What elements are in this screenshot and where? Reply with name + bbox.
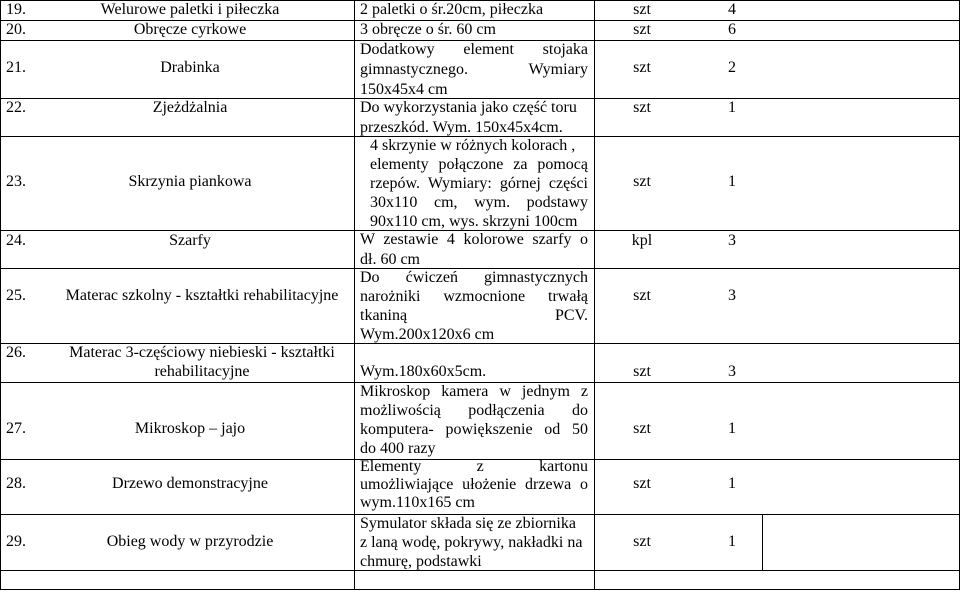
description-line: umożliwiające ułożenie drzewa o — [360, 476, 588, 493]
description-line: 150x45x4 cm — [360, 81, 448, 98]
item-name: Obieg wody w przyrodzie — [106, 533, 274, 550]
item-unit: szt — [633, 420, 651, 437]
item-description — [360, 136, 588, 231]
description-line: tkaniną PCV. — [360, 307, 588, 324]
item-quantity: 3 — [728, 232, 736, 249]
item-name: Zjeżdżalnia — [152, 99, 228, 116]
item-unit: kpl — [631, 232, 653, 249]
item-unit: szt — [633, 173, 651, 190]
item-name: Drzewo demonstracyjne — [112, 475, 268, 492]
description-line: z laną wodę, pokrywy, nakładki na — [360, 534, 583, 551]
description-line: elementy połączone za pomocą — [370, 156, 588, 173]
item-quantity: 3 — [728, 363, 736, 380]
item-name-line: rehabilitacyjne — [154, 363, 250, 380]
description-line: komputera- powiększenie od 50 — [360, 421, 588, 438]
description-line: 90x110 cm, wys. skrzyni 100cm — [370, 213, 578, 230]
description-line: do 400 razy — [360, 440, 436, 457]
item-description: 3 obręcze o śr. 60 cm — [360, 21, 496, 38]
description-line: wym.110x165 cm — [360, 494, 475, 511]
item-quantity: 6 — [728, 21, 736, 38]
description-line: Dodatkowy element stojaka — [360, 41, 588, 58]
item-description: Wym.180x60x5cm. — [360, 363, 487, 380]
item-description — [360, 98, 588, 138]
description-line: 30x110 cm, wym. podstawy — [370, 194, 588, 211]
description-line: 4 skrzynie w różnych kolorach , — [370, 137, 576, 154]
item-quantity: 3 — [728, 287, 736, 304]
item-unit: szt — [633, 287, 651, 304]
row-number: 29. — [6, 533, 26, 550]
row-number: 28. — [6, 475, 26, 492]
description-line: chmurę, podstawki — [360, 553, 482, 570]
item-name — [50, 343, 354, 381]
item-description: 2 paletki o śr.20cm, piłeczka — [360, 1, 544, 18]
item-unit: szt — [633, 1, 651, 18]
item-quantity: 2 — [728, 59, 736, 76]
description-line: możliwością podłączenia do — [360, 402, 588, 419]
description-line: Symulator składa się ze zbiornika — [360, 515, 576, 532]
description-line: narożniki wzmocnione trwałą — [360, 288, 588, 305]
item-quantity: 1 — [728, 533, 736, 550]
item-description — [360, 268, 588, 344]
item-quantity: 1 — [728, 99, 736, 116]
item-unit: szt — [633, 475, 651, 492]
description-line: gimnastycznego. Wymiary — [360, 61, 588, 78]
item-unit: szt — [633, 99, 651, 116]
row-number: 20. — [6, 21, 26, 38]
item-description — [360, 382, 588, 458]
column-divider — [0, 0, 1, 590]
row-number: 25. — [6, 287, 26, 304]
row-number: 27. — [6, 420, 26, 437]
item-name: Materac szkolny - kształtki rehabilitacyjne — [65, 287, 339, 304]
column-divider — [594, 0, 595, 590]
item-description — [360, 230, 588, 270]
row-number: 22. — [6, 99, 26, 116]
item-quantity: 1 — [728, 173, 736, 190]
row-number: 24. — [6, 232, 26, 249]
item-name-line: Materac 3-częściowy niebieski - kształtki — [69, 344, 335, 361]
row-number: 21. — [6, 59, 26, 76]
description-line: Elementy z kartonu — [360, 458, 588, 475]
item-name: Welurowe paletki i piłeczka — [100, 1, 280, 18]
item-unit: szt — [633, 59, 651, 76]
row-number: 23. — [6, 173, 26, 190]
item-name: Szarfy — [169, 232, 211, 249]
column-divider — [354, 0, 355, 590]
item-quantity: 1 — [728, 420, 736, 437]
item-name: Obręcze cyrkowe — [133, 21, 247, 38]
item-description — [360, 458, 588, 512]
description-line: Do wykorzystania jako część toru — [360, 99, 577, 116]
row-number: 26. — [6, 344, 26, 361]
description-line: przeszkód. Wym. 150x45x4cm. — [360, 119, 563, 136]
row-number: 19. — [6, 1, 26, 18]
item-quantity: 1 — [728, 475, 736, 492]
item-unit: szt — [633, 533, 651, 550]
item-name: Mikroskop – jajo — [134, 420, 246, 437]
row-divider — [0, 589, 960, 590]
item-name: Drabinka — [160, 59, 220, 76]
item-name: Skrzynia piankowa — [128, 173, 252, 190]
description-line: Mikroskop kamera w jednym z — [360, 383, 588, 400]
description-line: W zestawie 4 kolorowe szarfy o — [360, 231, 588, 248]
item-description — [360, 514, 588, 571]
description-line: Wym.200x120x6 cm — [360, 326, 495, 343]
description-line: dł. 60 cm — [360, 251, 420, 268]
description-line: Do ćwiczeń gimnastycznych — [360, 269, 588, 286]
item-unit: szt — [633, 21, 651, 38]
item-description — [360, 40, 588, 100]
item-quantity: 4 — [728, 1, 736, 18]
description-line: rzepów. Wymiary: górnej części — [370, 175, 588, 192]
item-unit: szt — [633, 363, 651, 380]
